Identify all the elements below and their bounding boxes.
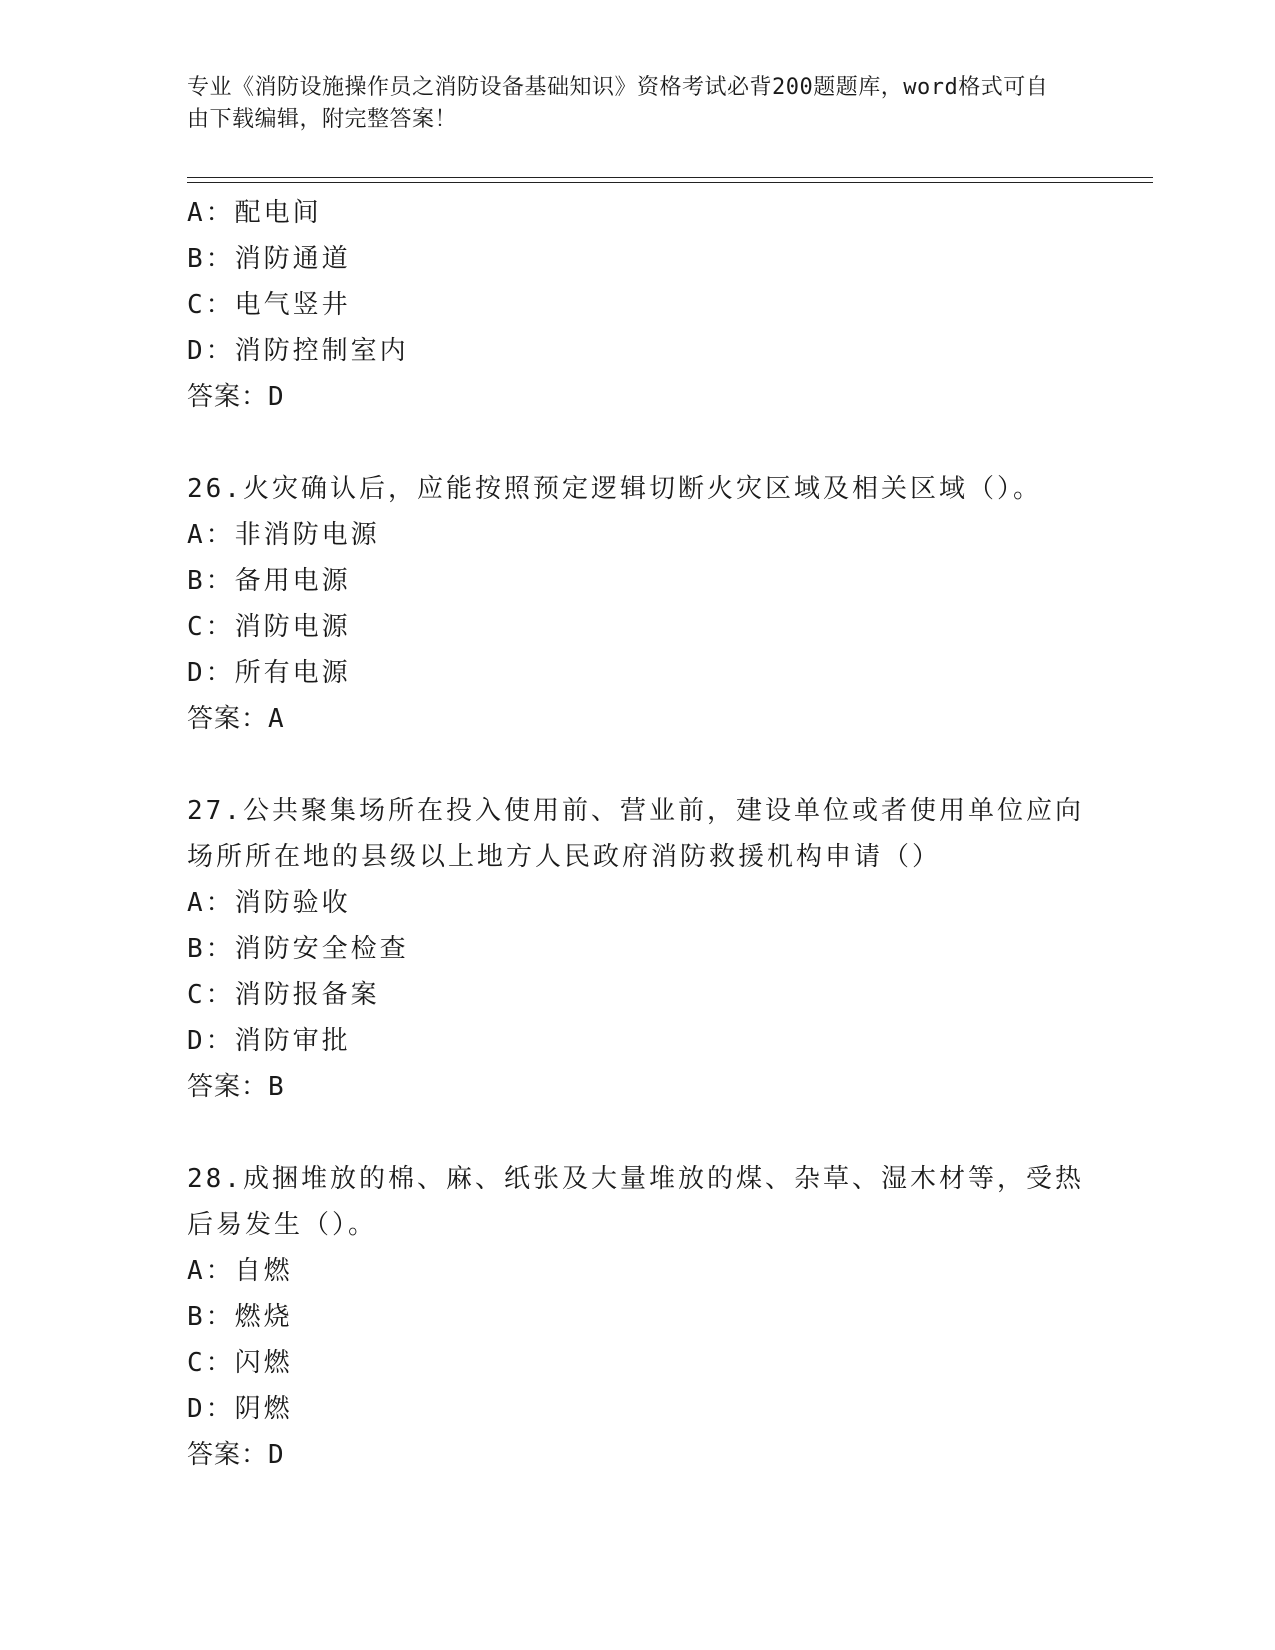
option-b: B：消防安全检查 <box>187 934 409 964</box>
option-b: B：消防通道 <box>187 244 351 274</box>
question-27 <box>187 788 1087 1110</box>
option-b: B：备用电源 <box>187 566 351 596</box>
answer: 答案：A <box>187 704 285 734</box>
question-body: 火灾确认后，应能按照预定逻辑切断火灾区域及相关区域（）。 <box>242 474 1042 504</box>
option-c: C：消防报备案 <box>187 980 380 1010</box>
option-c: C：消防电源 <box>187 612 351 642</box>
answer: 答案：B <box>187 1072 285 1102</box>
answer: 答案：D <box>187 382 285 412</box>
answer: 答案：D <box>187 1440 285 1470</box>
question-body: 公共聚集场所在投入使用前、营业前，建设单位或者使用单位应向场所所在地的县级以上地方人民政府消防救援机构申请（） <box>187 796 1084 872</box>
question-text <box>187 788 1087 880</box>
question-number: 26. <box>187 474 243 504</box>
option-a: A：自燃 <box>187 1256 293 1286</box>
option-d: D：阴燃 <box>187 1394 293 1424</box>
header-divider-top <box>187 177 1153 178</box>
header-text: 专业《消防设施操作员之消防设备基础知识》资格考试必背200题题库，word格式可自由下载编辑，附完整答案！ <box>187 75 1049 132</box>
question-number: 27. <box>187 796 243 826</box>
option-d: D：消防审批 <box>187 1026 351 1056</box>
question-text <box>187 1156 1087 1248</box>
question-28 <box>187 1156 1087 1478</box>
question-text <box>187 466 1087 512</box>
question-body: 成捆堆放的棉、麻、纸张及大量堆放的煤、杂草、湿木材等，受热后易发生（）。 <box>187 1164 1084 1240</box>
question-26 <box>187 466 1087 742</box>
question-list <box>187 190 1087 1478</box>
option-c: C：闪燃 <box>187 1348 293 1378</box>
question-25 <box>187 190 1087 420</box>
option-d: D：所有电源 <box>187 658 351 688</box>
option-b: B：燃烧 <box>187 1302 293 1332</box>
document-header <box>187 72 1067 136</box>
option-c: C：电气竖井 <box>187 290 351 320</box>
option-d: D：消防控制室内 <box>187 336 409 366</box>
question-number: 28. <box>187 1164 243 1194</box>
header-divider-bottom <box>187 182 1153 183</box>
option-a: A：配电间 <box>187 198 322 228</box>
option-a: A：非消防电源 <box>187 520 380 550</box>
option-a: A：消防验收 <box>187 888 351 918</box>
